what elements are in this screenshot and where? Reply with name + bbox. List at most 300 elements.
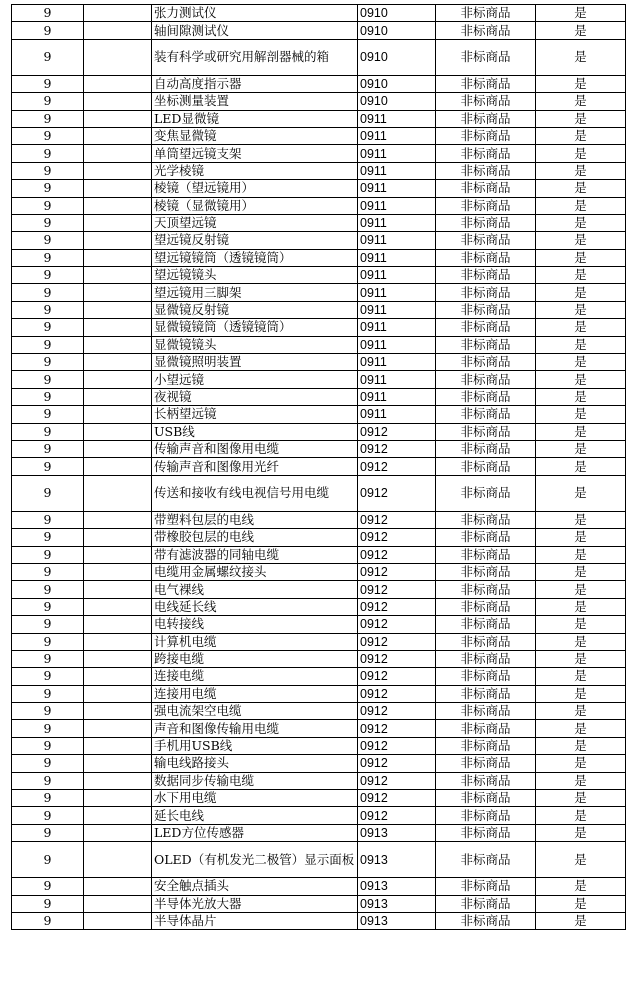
flag-cell: 是 — [536, 197, 626, 214]
group-code-cell: 0912 — [358, 475, 436, 511]
table-row — [12, 162, 626, 179]
table-row — [12, 232, 626, 249]
blank-cell — [84, 598, 152, 615]
blank-cell — [84, 110, 152, 127]
class-number-cell: 9 — [12, 737, 84, 754]
blank-cell — [84, 423, 152, 440]
flag-cell: 是 — [536, 720, 626, 737]
goods-name-cell: 棱镜（望远镜用） — [152, 180, 358, 197]
flag-cell: 是 — [536, 93, 626, 110]
flag-cell: 是 — [536, 685, 626, 702]
table-row — [12, 529, 626, 546]
group-code-cell: 0913 — [358, 842, 436, 878]
group-code-cell: 0911 — [358, 249, 436, 266]
goods-type-cell: 非标商品 — [436, 598, 536, 615]
group-code-cell: 0911 — [358, 145, 436, 162]
table-row — [12, 458, 626, 475]
blank-cell — [84, 668, 152, 685]
class-number-cell: 9 — [12, 685, 84, 702]
table-row — [12, 22, 626, 39]
goods-type-cell: 非标商品 — [436, 529, 536, 546]
class-number-cell: 9 — [12, 232, 84, 249]
class-number-cell: 9 — [12, 354, 84, 371]
flag-cell: 是 — [536, 842, 626, 878]
group-code-cell: 0912 — [358, 685, 436, 702]
flag-cell: 是 — [536, 423, 626, 440]
blank-cell — [84, 39, 152, 75]
blank-cell — [84, 388, 152, 405]
goods-type-cell: 非标商品 — [436, 475, 536, 511]
group-code-cell: 0912 — [358, 790, 436, 807]
group-code-cell: 0910 — [358, 75, 436, 92]
group-code-cell: 0911 — [358, 197, 436, 214]
goods-type-cell: 非标商品 — [436, 772, 536, 789]
flag-cell: 是 — [536, 39, 626, 75]
goods-type-cell: 非标商品 — [436, 423, 536, 440]
flag-cell: 是 — [536, 790, 626, 807]
blank-cell — [84, 284, 152, 301]
goods-type-cell: 非标商品 — [436, 842, 536, 878]
class-number-cell: 9 — [12, 267, 84, 284]
class-number-cell: 9 — [12, 878, 84, 895]
goods-type-cell: 非标商品 — [436, 301, 536, 318]
flag-cell: 是 — [536, 319, 626, 336]
goods-name-cell: USB线 — [152, 423, 358, 440]
goods-name-cell: 显微镜镜头 — [152, 336, 358, 353]
table-row — [12, 197, 626, 214]
table-row — [12, 616, 626, 633]
class-number-cell: 9 — [12, 423, 84, 440]
goods-type-cell: 非标商品 — [436, 790, 536, 807]
blank-cell — [84, 93, 152, 110]
table-row — [12, 511, 626, 528]
blank-cell — [84, 703, 152, 720]
goods-name-cell: 坐标测量装置 — [152, 93, 358, 110]
blank-cell — [84, 180, 152, 197]
table-row — [12, 39, 626, 75]
goods-name-cell: 电转接线 — [152, 616, 358, 633]
blank-cell — [84, 546, 152, 563]
goods-name-cell: 天顶望远镜 — [152, 214, 358, 231]
table-row — [12, 878, 626, 895]
class-number-cell: 9 — [12, 458, 84, 475]
group-code-cell: 0910 — [358, 5, 436, 22]
goods-name-cell: 自动高度指示器 — [152, 75, 358, 92]
flag-cell: 是 — [536, 75, 626, 92]
table-row — [12, 912, 626, 929]
goods-type-cell: 非标商品 — [436, 703, 536, 720]
blank-cell — [84, 790, 152, 807]
class-number-cell: 9 — [12, 75, 84, 92]
table-row — [12, 475, 626, 511]
table-row — [12, 336, 626, 353]
table-row — [12, 824, 626, 841]
table-row — [12, 685, 626, 702]
group-code-cell: 0910 — [358, 22, 436, 39]
flag-cell: 是 — [536, 145, 626, 162]
flag-cell: 是 — [536, 668, 626, 685]
class-number-cell: 9 — [12, 284, 84, 301]
blank-cell — [84, 162, 152, 179]
group-code-cell: 0913 — [358, 895, 436, 912]
flag-cell: 是 — [536, 162, 626, 179]
blank-cell — [84, 214, 152, 231]
group-code-cell: 0911 — [358, 354, 436, 371]
flag-cell: 是 — [536, 475, 626, 511]
goods-name-cell: 望远镜反射镜 — [152, 232, 358, 249]
group-code-cell: 0911 — [358, 406, 436, 423]
table-row — [12, 581, 626, 598]
goods-type-cell: 非标商品 — [436, 214, 536, 231]
blank-cell — [84, 737, 152, 754]
goods-type-cell: 非标商品 — [436, 511, 536, 528]
flag-cell: 是 — [536, 633, 626, 650]
goods-name-cell: 光学棱镜 — [152, 162, 358, 179]
blank-cell — [84, 267, 152, 284]
goods-type-cell: 非标商品 — [436, 93, 536, 110]
blank-cell — [84, 772, 152, 789]
goods-name-cell: 夜视镜 — [152, 388, 358, 405]
class-number-cell: 9 — [12, 5, 84, 22]
goods-type-cell: 非标商品 — [436, 371, 536, 388]
class-number-cell: 9 — [12, 388, 84, 405]
goods-name-cell: 棱镜（显微镜用） — [152, 197, 358, 214]
goods-type-cell: 非标商品 — [436, 284, 536, 301]
blank-cell — [84, 807, 152, 824]
goods-name-cell: 变焦显微镜 — [152, 127, 358, 144]
flag-cell: 是 — [536, 127, 626, 144]
table-row — [12, 267, 626, 284]
class-number-cell: 9 — [12, 529, 84, 546]
group-code-cell: 0912 — [358, 737, 436, 754]
goods-name-cell: 单筒望远镜支架 — [152, 145, 358, 162]
goods-name-cell: 长柄望远镜 — [152, 406, 358, 423]
goods-name-cell: 半导体光放大器 — [152, 895, 358, 912]
blank-cell — [84, 650, 152, 667]
class-number-cell: 9 — [12, 563, 84, 580]
goods-type-cell: 非标商品 — [436, 5, 536, 22]
flag-cell: 是 — [536, 529, 626, 546]
goods-name-cell: 计算机电缆 — [152, 633, 358, 650]
group-code-cell: 0911 — [358, 162, 436, 179]
class-number-cell: 9 — [12, 214, 84, 231]
goods-type-cell: 非标商品 — [436, 912, 536, 929]
group-code-cell: 0911 — [358, 180, 436, 197]
class-number-cell: 9 — [12, 440, 84, 457]
goods-type-cell: 非标商品 — [436, 197, 536, 214]
class-number-cell: 9 — [12, 145, 84, 162]
goods-name-cell: 小望远镜 — [152, 371, 358, 388]
goods-type-cell: 非标商品 — [436, 807, 536, 824]
flag-cell: 是 — [536, 807, 626, 824]
class-number-cell: 9 — [12, 162, 84, 179]
group-code-cell: 0911 — [358, 127, 436, 144]
goods-type-cell: 非标商品 — [436, 581, 536, 598]
goods-name-cell: 望远镜镜头 — [152, 267, 358, 284]
group-code-cell: 0911 — [358, 110, 436, 127]
blank-cell — [84, 842, 152, 878]
group-code-cell: 0912 — [358, 616, 436, 633]
table-row — [12, 354, 626, 371]
table-row — [12, 668, 626, 685]
table-row — [12, 737, 626, 754]
class-number-cell: 9 — [12, 93, 84, 110]
class-number-cell: 9 — [12, 772, 84, 789]
blank-cell — [84, 127, 152, 144]
table-row — [12, 284, 626, 301]
goods-type-cell: 非标商品 — [436, 633, 536, 650]
group-code-cell: 0912 — [358, 511, 436, 528]
goods-type-cell: 非标商品 — [436, 546, 536, 563]
goods-type-cell: 非标商品 — [436, 616, 536, 633]
goods-type-cell: 非标商品 — [436, 232, 536, 249]
class-number-cell: 9 — [12, 790, 84, 807]
flag-cell: 是 — [536, 301, 626, 318]
class-number-cell: 9 — [12, 110, 84, 127]
group-code-cell: 0912 — [358, 772, 436, 789]
class-number-cell: 9 — [12, 406, 84, 423]
group-code-cell: 0911 — [358, 284, 436, 301]
goods-type-cell: 非标商品 — [436, 75, 536, 92]
goods-name-cell: 数据同步传输电缆 — [152, 772, 358, 789]
goods-name-cell: 显微镜镜筒（透镜镜筒） — [152, 319, 358, 336]
goods-name-cell: 声音和图像传输用电缆 — [152, 720, 358, 737]
blank-cell — [84, 249, 152, 266]
group-code-cell: 0911 — [358, 336, 436, 353]
table-row — [12, 755, 626, 772]
flag-cell: 是 — [536, 5, 626, 22]
group-code-cell: 0913 — [358, 824, 436, 841]
goods-type-cell: 非标商品 — [436, 110, 536, 127]
flag-cell: 是 — [536, 878, 626, 895]
blank-cell — [84, 5, 152, 22]
group-code-cell: 0911 — [358, 214, 436, 231]
table-row — [12, 546, 626, 563]
goods-type-cell: 非标商品 — [436, 336, 536, 353]
goods-table — [11, 4, 626, 930]
goods-type-cell: 非标商品 — [436, 668, 536, 685]
goods-type-cell: 非标商品 — [436, 563, 536, 580]
group-code-cell: 0913 — [358, 912, 436, 929]
goods-type-cell: 非标商品 — [436, 267, 536, 284]
group-code-cell: 0912 — [358, 807, 436, 824]
goods-type-cell: 非标商品 — [436, 319, 536, 336]
blank-cell — [84, 22, 152, 39]
class-number-cell: 9 — [12, 249, 84, 266]
goods-name-cell: 带有滤波器的同轴电缆 — [152, 546, 358, 563]
goods-name-cell: 望远镜镜筒（透镜镜筒） — [152, 249, 358, 266]
group-code-cell: 0912 — [358, 633, 436, 650]
goods-name-cell: 水下用电缆 — [152, 790, 358, 807]
blank-cell — [84, 563, 152, 580]
goods-name-cell: 延长电线 — [152, 807, 358, 824]
goods-name-cell: 跨接电缆 — [152, 650, 358, 667]
goods-name-cell: 连接用电缆 — [152, 685, 358, 702]
class-number-cell: 9 — [12, 824, 84, 841]
class-number-cell: 9 — [12, 581, 84, 598]
flag-cell: 是 — [536, 703, 626, 720]
table-row — [12, 703, 626, 720]
table-row — [12, 180, 626, 197]
class-number-cell: 9 — [12, 336, 84, 353]
group-code-cell: 0911 — [358, 371, 436, 388]
flag-cell: 是 — [536, 458, 626, 475]
blank-cell — [84, 336, 152, 353]
class-number-cell: 9 — [12, 546, 84, 563]
group-code-cell: 0912 — [358, 650, 436, 667]
goods-type-cell: 非标商品 — [436, 440, 536, 457]
flag-cell: 是 — [536, 180, 626, 197]
table-row — [12, 895, 626, 912]
class-number-cell: 9 — [12, 720, 84, 737]
table-row — [12, 720, 626, 737]
blank-cell — [84, 406, 152, 423]
goods-name-cell: 电气裸线 — [152, 581, 358, 598]
flag-cell: 是 — [536, 267, 626, 284]
class-number-cell: 9 — [12, 127, 84, 144]
goods-type-cell: 非标商品 — [436, 824, 536, 841]
group-code-cell: 0912 — [358, 581, 436, 598]
class-number-cell: 9 — [12, 598, 84, 615]
flag-cell: 是 — [536, 912, 626, 929]
table-row — [12, 772, 626, 789]
goods-name-cell: LED方位传感器 — [152, 824, 358, 841]
blank-cell — [84, 633, 152, 650]
flag-cell: 是 — [536, 371, 626, 388]
goods-name-cell: 张力测试仪 — [152, 5, 358, 22]
blank-cell — [84, 581, 152, 598]
flag-cell: 是 — [536, 581, 626, 598]
blank-cell — [84, 75, 152, 92]
blank-cell — [84, 197, 152, 214]
class-number-cell: 9 — [12, 475, 84, 511]
table-row — [12, 842, 626, 878]
table-row — [12, 633, 626, 650]
table-row — [12, 249, 626, 266]
goods-type-cell: 非标商品 — [436, 145, 536, 162]
group-code-cell: 0911 — [358, 232, 436, 249]
flag-cell: 是 — [536, 737, 626, 754]
goods-name-cell: 半导体晶片 — [152, 912, 358, 929]
goods-name-cell: 望远镜用三脚架 — [152, 284, 358, 301]
class-number-cell: 9 — [12, 511, 84, 528]
class-number-cell: 9 — [12, 703, 84, 720]
flag-cell: 是 — [536, 214, 626, 231]
goods-name-cell: 带橡胶包层的电线 — [152, 529, 358, 546]
flag-cell: 是 — [536, 772, 626, 789]
group-code-cell: 0912 — [358, 563, 436, 580]
group-code-cell: 0912 — [358, 546, 436, 563]
goods-name-cell: 轴间隙测试仪 — [152, 22, 358, 39]
blank-cell — [84, 529, 152, 546]
blank-cell — [84, 440, 152, 457]
class-number-cell: 9 — [12, 895, 84, 912]
goods-type-cell: 非标商品 — [436, 39, 536, 75]
goods-name-cell: 装有科学或研究用解剖器械的箱 — [152, 39, 358, 75]
goods-type-cell: 非标商品 — [436, 685, 536, 702]
blank-cell — [84, 511, 152, 528]
goods-name-cell: OLED（有机发光二极管）显示面板 — [152, 842, 358, 878]
goods-type-cell: 非标商品 — [436, 162, 536, 179]
group-code-cell: 0912 — [358, 440, 436, 457]
goods-type-cell: 非标商品 — [436, 755, 536, 772]
flag-cell: 是 — [536, 110, 626, 127]
goods-name-cell: 传输声音和图像用电缆 — [152, 440, 358, 457]
blank-cell — [84, 755, 152, 772]
group-code-cell: 0911 — [358, 319, 436, 336]
goods-name-cell: 显微镜反射镜 — [152, 301, 358, 318]
flag-cell: 是 — [536, 895, 626, 912]
group-code-cell: 0913 — [358, 878, 436, 895]
class-number-cell: 9 — [12, 912, 84, 929]
goods-type-cell: 非标商品 — [436, 127, 536, 144]
goods-type-cell: 非标商品 — [436, 406, 536, 423]
table-row — [12, 5, 626, 22]
flag-cell: 是 — [536, 546, 626, 563]
goods-type-cell: 非标商品 — [436, 878, 536, 895]
table-row — [12, 110, 626, 127]
table-row — [12, 127, 626, 144]
table-row — [12, 371, 626, 388]
goods-name-cell: 输电线路接头 — [152, 755, 358, 772]
goods-type-cell: 非标商品 — [436, 180, 536, 197]
group-code-cell: 0912 — [358, 458, 436, 475]
table-row — [12, 406, 626, 423]
group-code-cell: 0910 — [358, 93, 436, 110]
flag-cell: 是 — [536, 563, 626, 580]
blank-cell — [84, 475, 152, 511]
goods-name-cell: 强电流架空电缆 — [152, 703, 358, 720]
class-number-cell: 9 — [12, 650, 84, 667]
table-row — [12, 423, 626, 440]
blank-cell — [84, 232, 152, 249]
goods-name-cell: 电缆用金属螺纹接头 — [152, 563, 358, 580]
class-number-cell: 9 — [12, 371, 84, 388]
class-number-cell: 9 — [12, 180, 84, 197]
goods-type-cell: 非标商品 — [436, 388, 536, 405]
blank-cell — [84, 685, 152, 702]
blank-cell — [84, 319, 152, 336]
flag-cell: 是 — [536, 406, 626, 423]
class-number-cell: 9 — [12, 39, 84, 75]
flag-cell: 是 — [536, 598, 626, 615]
class-number-cell: 9 — [12, 616, 84, 633]
group-code-cell: 0912 — [358, 668, 436, 685]
group-code-cell: 0910 — [358, 39, 436, 75]
goods-type-cell: 非标商品 — [436, 354, 536, 371]
group-code-cell: 0912 — [358, 598, 436, 615]
flag-cell: 是 — [536, 388, 626, 405]
group-code-cell: 0911 — [358, 301, 436, 318]
goods-name-cell: 传送和接收有线电视信号用电缆 — [152, 475, 358, 511]
goods-type-cell: 非标商品 — [436, 249, 536, 266]
table-row — [12, 301, 626, 318]
table-row — [12, 598, 626, 615]
table-row — [12, 807, 626, 824]
group-code-cell: 0911 — [358, 388, 436, 405]
class-number-cell: 9 — [12, 301, 84, 318]
goods-type-cell: 非标商品 — [436, 737, 536, 754]
flag-cell: 是 — [536, 755, 626, 772]
blank-cell — [84, 912, 152, 929]
group-code-cell: 0911 — [358, 267, 436, 284]
goods-name-cell: 连接电缆 — [152, 668, 358, 685]
flag-cell: 是 — [536, 249, 626, 266]
flag-cell: 是 — [536, 511, 626, 528]
goods-name-cell: 显微镜照明装置 — [152, 354, 358, 371]
flag-cell: 是 — [536, 616, 626, 633]
blank-cell — [84, 145, 152, 162]
